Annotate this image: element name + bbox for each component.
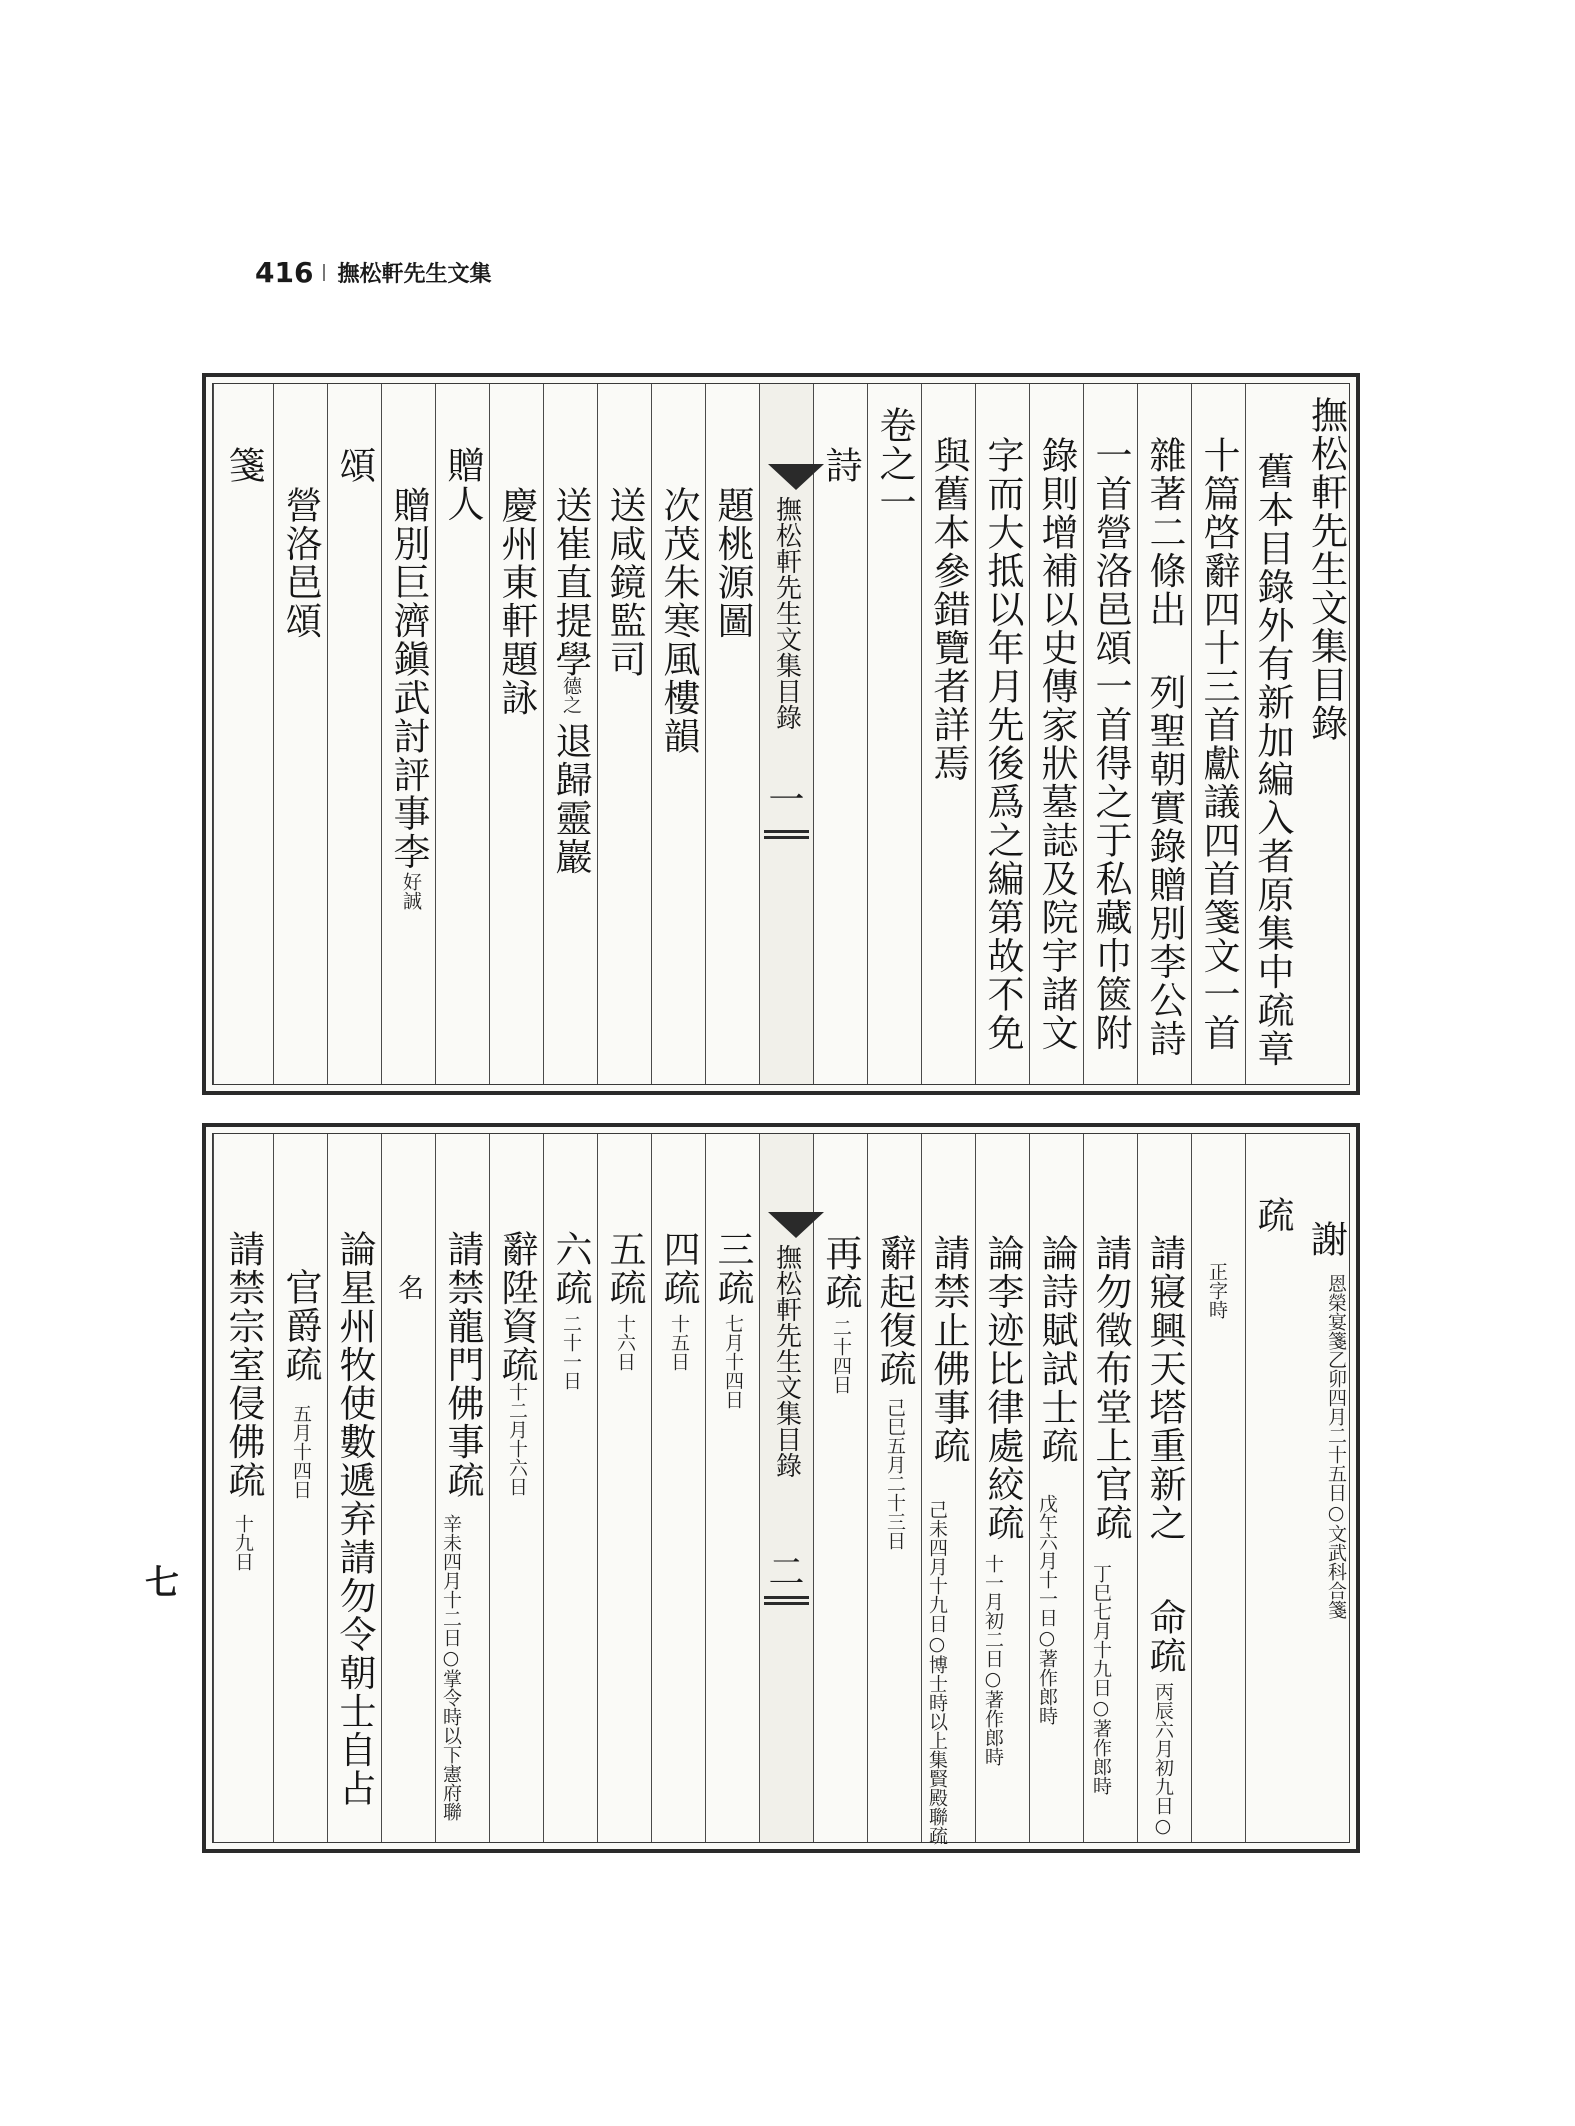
page-number: 416: [255, 255, 314, 289]
col-preface-1: [1245, 384, 1299, 1084]
toc-entry: 請禁宗室侵佛疏: [222, 1230, 265, 1500]
toc-entry: 四疏: [657, 1230, 700, 1307]
col-entry: [867, 1134, 921, 1842]
col-section-ode: [327, 384, 381, 1084]
toc-entry: 送咸鏡監司: [603, 486, 646, 679]
bottom-folio: [202, 1123, 1360, 1853]
col-entry: [273, 1134, 327, 1842]
toc-entry: 三疏: [711, 1230, 754, 1307]
toc-entry: 贈別巨濟鎭武討評事李: [387, 486, 430, 871]
section-heading: 贈人: [441, 446, 484, 523]
toc-note: 十五日: [667, 1314, 690, 1371]
col-entry: [813, 1134, 867, 1842]
col-entry: [597, 384, 651, 1084]
col-preface-2: [1191, 384, 1245, 1084]
toc-note: 正字時: [1205, 1262, 1228, 1319]
fold-marker: [764, 1602, 809, 1605]
toc-entry: 題桃源圖: [711, 486, 754, 640]
col-preface-6: [975, 384, 1029, 1084]
toc-note: 十一月初二日○著作郎時: [981, 1554, 1004, 1766]
toc-note: 丙辰六月初九日○: [1151, 1682, 1174, 1837]
toc-note: 己未四月十九日○博士時以上集賢殿聯疏: [925, 1500, 948, 1845]
toc-note: 戊午六月十一日○著作郎時: [1035, 1494, 1058, 1725]
preface-line: 舊本目錄外有新加編入者原集中疏章: [1251, 452, 1294, 1068]
toc-note: 恩榮宴箋乙卯四月二十五日○文武科合箋: [1325, 1274, 1347, 1619]
toc-note: 德之: [559, 676, 582, 714]
col-section-memorial: [213, 384, 273, 1084]
folio-numeral: 二: [768, 1552, 805, 1593]
col-entry: [489, 1134, 543, 1842]
top-folio: [202, 373, 1360, 1095]
toc-entry: 請寢興天塔重新之: [1143, 1234, 1186, 1542]
preface-line: 與舊本參錯覽者詳焉: [927, 436, 970, 783]
toc-entry: 請勿徵布堂上官疏: [1089, 1234, 1132, 1542]
toc-note: 辛未四月十二日○掌令時以下憲府聯: [439, 1514, 462, 1821]
toc-entry: 名: [393, 1274, 424, 1300]
col-entry: [1137, 1134, 1191, 1842]
header-divider: [323, 264, 325, 281]
toc-title: 撫松軒先生文集目錄: [1304, 396, 1348, 743]
toc-entry: 再疏: [819, 1234, 862, 1311]
fold-marker: [764, 830, 809, 833]
col-entry-continuation: [381, 1134, 435, 1842]
col-entry: [651, 384, 705, 1084]
toc-entry: 營洛邑頌: [279, 486, 322, 640]
col-entry: [543, 1134, 597, 1842]
col-section-memorials: [1245, 1134, 1299, 1842]
preface-line: 錄則增補以史傳家狀墓誌及院宇諸文: [1035, 436, 1078, 1052]
fold-marker: [764, 836, 809, 839]
col-entry: [543, 384, 597, 1084]
toc-entry: 辭起復疏: [873, 1234, 916, 1388]
toc-entry-tail: 命疏: [1143, 1598, 1186, 1675]
toc-entry: 論詩賦試士疏: [1035, 1234, 1078, 1465]
col-preface-5: [1029, 384, 1083, 1084]
fold-column: [759, 1134, 813, 1842]
section-heading: 頌: [333, 446, 376, 485]
col-entry: [213, 1134, 273, 1842]
toc-note: 五月十四日: [289, 1404, 312, 1499]
preface-line: 字而大抵以年月先後爲之編第故不免: [981, 436, 1024, 1052]
col-volume: [867, 384, 921, 1084]
toc-entry: 論李迹比律處絞疏: [981, 1234, 1024, 1542]
fold-title: 撫松軒先生文集目錄: [771, 496, 802, 730]
toc-note: 己巳五月二十三日: [883, 1398, 906, 1550]
book-title: 撫松軒先生文集: [337, 261, 492, 287]
fishtail-mark: [768, 464, 824, 490]
col-preface-3: [1137, 384, 1191, 1084]
toc-note: 好誠: [399, 872, 422, 910]
side-label: 七: [145, 1563, 179, 1603]
col-entry: [975, 1134, 1029, 1842]
toc-entry: 謝: [1304, 1220, 1348, 1259]
toc-entry: 送崔直提學: [549, 486, 592, 679]
section-heading: 疏: [1251, 1196, 1294, 1235]
toc-entry: 次茂朱寒風樓韻: [657, 486, 700, 756]
col-entry: [1299, 1134, 1353, 1842]
col-preface-7: [921, 384, 975, 1084]
col-entry: [651, 1134, 705, 1842]
section-heading: 箋: [222, 446, 265, 485]
col-entry: [705, 384, 759, 1084]
preface-line: 雜著二條出 列聖朝實錄贈別李公詩: [1143, 436, 1186, 1058]
page-header: [255, 254, 491, 290]
toc-entry: 辭陞資疏: [495, 1230, 538, 1384]
fold-column: [759, 384, 813, 1084]
col-entry: [921, 1134, 975, 1845]
toc-entry: 六疏: [549, 1230, 592, 1307]
toc-entry: 五疏: [603, 1230, 646, 1307]
bottom-folio-frame: [212, 1133, 1350, 1843]
toc-entry: 請禁龍門佛事疏: [441, 1230, 484, 1500]
col-entry: [1083, 1134, 1137, 1842]
col-entry: [1029, 1134, 1083, 1842]
toc-note: 七月十四日: [721, 1314, 744, 1409]
section-heading: 詩: [819, 446, 862, 485]
folio-numeral: 一: [768, 780, 805, 821]
toc-note: 十九日: [231, 1514, 254, 1571]
col-entry: [273, 384, 327, 1084]
toc-entry-tail: 退歸靈巖: [549, 722, 592, 876]
toc-note: 二十一日: [559, 1314, 582, 1390]
col-entry: [597, 1134, 651, 1842]
toc-entry: 請禁止佛事疏: [927, 1234, 970, 1465]
col-entry: [435, 1134, 489, 1842]
toc-note: 丁巳七月十九日○著作郎時: [1089, 1564, 1112, 1795]
col-preface-4: [1083, 384, 1137, 1084]
fold-title: 撫松軒先生文集目錄: [771, 1244, 802, 1478]
toc-entry: 官爵疏: [279, 1268, 322, 1384]
toc-entry: 論星州牧使數遞弃請勿令朝士自占: [333, 1230, 376, 1808]
col-entry: [381, 384, 435, 1084]
col-title: [1299, 384, 1353, 1084]
col-subsection: [435, 384, 489, 1084]
fishtail-mark: [768, 1212, 824, 1238]
toc-note: 十六日: [613, 1314, 636, 1371]
toc-note: 二十四日: [829, 1318, 852, 1394]
fold-marker: [764, 1596, 809, 1599]
top-folio-frame: [212, 383, 1350, 1085]
volume-heading: 卷之一: [873, 406, 916, 522]
preface-line: 一首營洛邑頌一首得之于私藏巾篋附: [1089, 436, 1132, 1052]
col-entry: [705, 1134, 759, 1842]
toc-note: 十二月十六日: [505, 1382, 528, 1496]
col-entry: [489, 384, 543, 1084]
col-entry: [327, 1134, 381, 1842]
col-position: [1191, 1134, 1245, 1842]
preface-line: 十篇啓辭四十三首獻議四首箋文一首: [1197, 436, 1240, 1052]
toc-entry: 慶州東軒題詠: [495, 486, 538, 717]
